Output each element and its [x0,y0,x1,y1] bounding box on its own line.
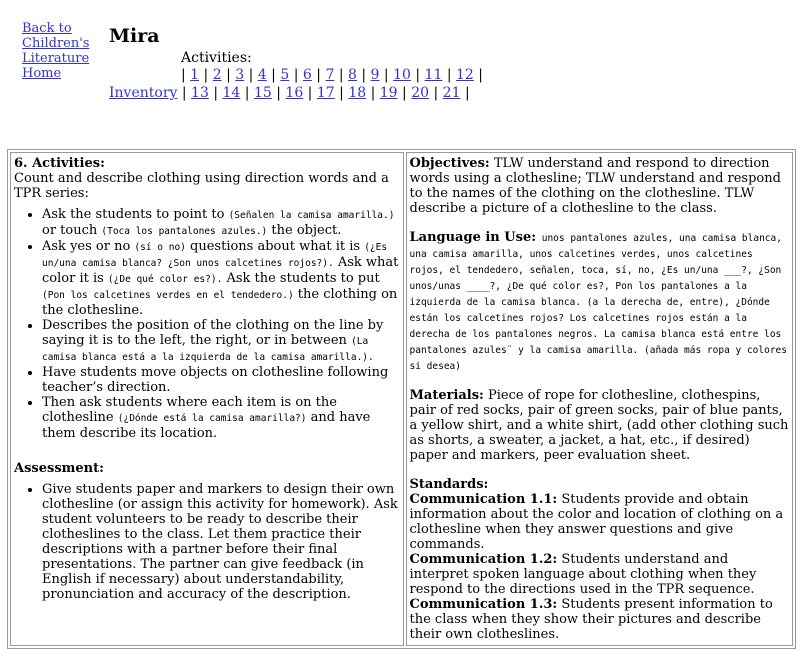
standards-list [410,492,790,642]
activity-item [42,239,400,318]
standard-item [410,492,790,552]
activity-link-5[interactable]: 5 [280,67,290,83]
objectives-text: TLW understand and respond to direction words using a clothesline; TLW understand and respond to the names of the clothing on the clothesline. TLW describe a picture of a clothesline to the class. [409,156,781,216]
activity-text: the object. [267,223,342,238]
activity-item [42,365,400,395]
activity-text: or touch [42,223,102,238]
language-label: Language in Use: [409,230,537,245]
spanish-example: (sí o no) [134,242,186,253]
spanish-example: (Pon los calcetines verdes en el tendedero.) [42,290,294,301]
activity-link-9[interactable]: 9 [370,67,380,83]
objectives-paragraph [410,156,790,216]
activity-text: Then ask students where each item is on the clothesline [42,395,337,425]
activities-cell [10,152,404,646]
activity-text: Ask yes or no [42,239,135,254]
language-text: unos pantalones azules, una camisa blanca, una camisa amarilla, unos calcetines verdes, unos calcetines rojos, el tendedero, señalen, toca, sí, no, ¿Es un/una ___?, ¿Son unos/unas ____?, ¿De qué color es?, Pon los pantalones a la izquierda de la camisa blanca. (a la derecha de, entre), ¿Dónde están los calcetines rojos? Los calcetines rojos están a la derecha de los pantalones negros. La camisa blanca está entre los pantalones azules¨ y la camisa amarilla. (añada más ropa y colores si desea) [409,233,787,372]
activity-nav-row-2: Inventory | 13 | 14 | 15 | 16 | 17 | 18 | 19 | 20 | 21 | [109,85,470,101]
activity-link-11[interactable]: 11 [424,67,443,83]
objectives-cell [406,152,794,646]
activity-link-16[interactable]: 16 [285,85,304,101]
activity-link-8[interactable]: 8 [348,67,357,83]
activities-intro: Count and describe clothing using direction words and a TPR series: [14,171,389,201]
activity-link-18[interactable]: 18 [348,85,367,101]
materials-paragraph [410,388,790,463]
activity-link-4[interactable]: 4 [257,67,267,83]
lesson-table [7,149,796,649]
assessment-item: • Give students paper and markers to design their own clothesline (or assign this activity for homework). Ask student volunteers to be ready to describe their clotheslines to the class. Let them practice their descriptions with a partner before their final presentations. The partner can give feedback (in English if necessary) about understandability, pronunciation and accuracy of the description. [42,482,400,602]
standard-item [410,597,790,642]
page-title: Mira [109,25,160,47]
activity-link-14[interactable]: 14 [222,85,241,101]
activity-nav-row-1: | 1 | 2 | 3 | 4 | 5 | 6 | 7 | 8 | 9 | 10 | 11 | 12 | [181,67,483,83]
activity-item [42,395,400,441]
activity-text: Describes the position of the clothing on the line by saying it is to the left, the right, or in between [42,318,384,348]
activity-link-17[interactable]: 17 [316,85,335,101]
activity-link-15[interactable]: 15 [253,85,272,101]
activity-link-13[interactable]: 13 [191,85,209,101]
spanish-example: (¿De qué color es?). [107,274,223,285]
spanish-example: (¿Dónde está la camisa amarilla?) [117,413,307,424]
activity-link-1[interactable]: 1 [190,67,200,83]
standard-text: Students understand and interpret spoken language about clothing when they respond to the directions used in the TPR sequence. [409,552,757,597]
activity-list [14,207,400,441]
activity-text: Have students move objects on clothesline following teacher’s direction. [42,365,389,395]
activities-label: Activities: [181,50,252,66]
materials-label: Materials: [409,388,484,403]
spanish-example: (La camisa blanca está a la izquierda de la camisa amarilla.). [42,336,374,363]
activity-text: Ask what color it is [42,255,399,286]
activity-link-10[interactable]: 10 [393,67,411,83]
activity-link-20[interactable]: 20 [411,85,430,101]
standard-label: Communication 1.3: [409,597,558,612]
assessment-list [14,482,400,602]
activity-link-2[interactable]: 2 [212,67,222,83]
activity-item [42,207,400,239]
inventory-link[interactable]: Inventory [109,85,178,101]
activity-item [42,318,400,365]
standard-text: Students present information to the class when they show their pictures and describe their own clotheslines. [409,597,773,642]
activity-text: the clothing on the clothesline. [42,287,398,318]
activity-link-21[interactable]: 21 [442,85,461,101]
activity-link-6[interactable]: 6 [302,67,312,83]
standard-label: Communication 1.1: [409,492,558,507]
assessment-heading: Assessment: [14,461,104,476]
standard-text: Students provide and obtain information about the color and location of clothing on a clothesline when they answer questions and give commands. [409,492,784,552]
back-to-home-link[interactable]: Back to Children's Literature Home [22,21,90,81]
objectives-label: Objectives: [409,156,490,171]
spanish-example: (Señalen la camisa amarilla.) [228,210,395,221]
standard-item [410,552,790,597]
activity-link-19[interactable]: 19 [379,85,398,101]
activity-text: Ask the students to put [222,271,380,286]
language-paragraph [410,230,790,374]
standard-label: Communication 1.2: [409,552,558,567]
activity-text: Ask the students to point to [42,207,229,222]
activity-link-7[interactable]: 7 [325,67,335,83]
activity-link-12[interactable]: 12 [456,67,474,83]
activity-link-3[interactable]: 3 [235,67,245,83]
standards-label: Standards: [409,477,489,492]
materials-text: Piece of rope for clothesline, clothespins, pair of red socks, pair of green socks, pair of blue pants, a yellow shirt, and a white shirt, (add other clothing such as shorts, a sweater, a jacket, a hat, etc., if desired) paper and markers, peer evaluation sheet. [409,388,789,463]
activities-heading: 6. Activities: [14,156,105,171]
activity-text: and have them describe its location. [42,410,371,441]
spanish-example: (¿Es un/una camisa blanca? ¿Son unos calcetines rojos?). [42,242,388,269]
activity-text: questions about what it is [185,239,365,254]
spanish-example: (Toca los pantalones azules.) [101,226,268,237]
